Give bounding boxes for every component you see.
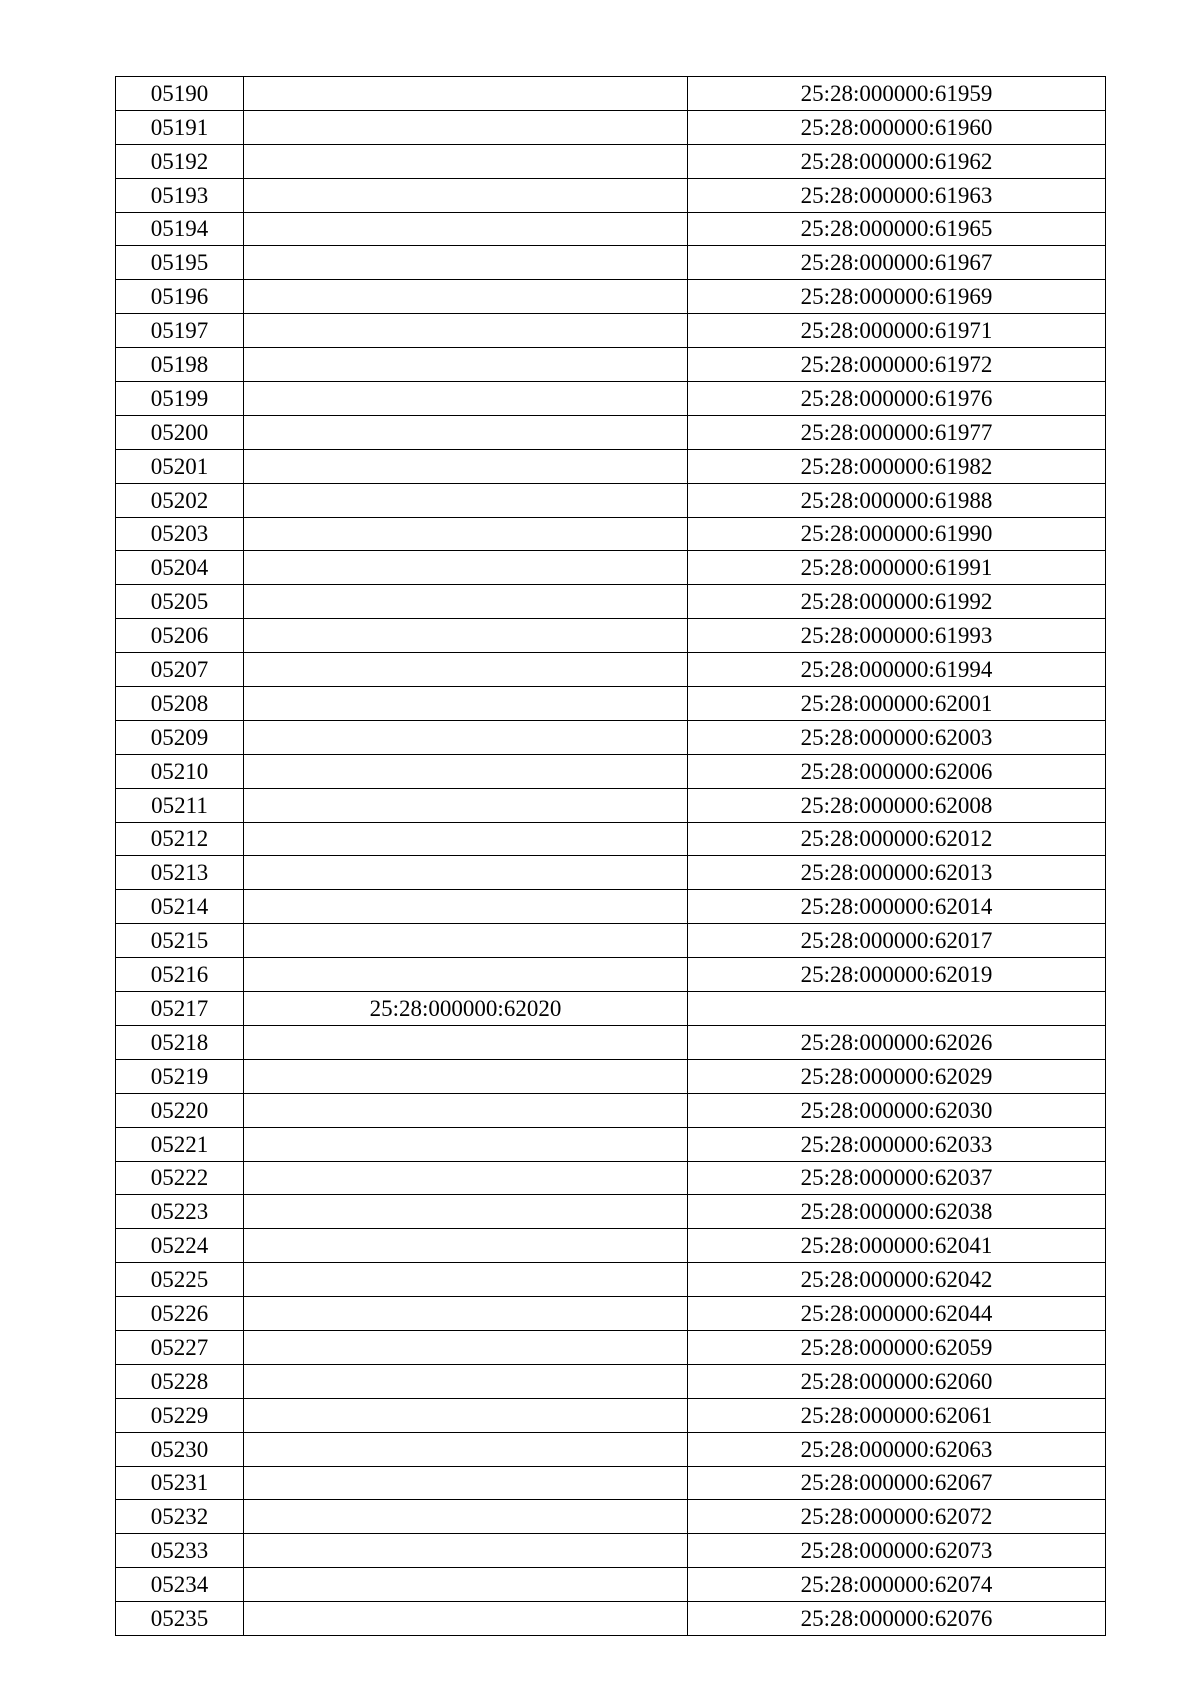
cadastral-number-cell: 25:28:000000:61982 <box>688 449 1106 483</box>
middle-cell <box>244 1229 688 1263</box>
cadastral-number-cell: 25:28:000000:62037 <box>688 1161 1106 1195</box>
row-number-cell: 05203 <box>116 517 244 551</box>
row-number-cell: 05224 <box>116 1229 244 1263</box>
table-row <box>116 992 1106 1026</box>
middle-cell <box>244 958 688 992</box>
table-row <box>116 1500 1106 1534</box>
cadastral-number-cell: 25:28:000000:61962 <box>688 144 1106 178</box>
cadastral-number-cell: 25:28:000000:61972 <box>688 348 1106 382</box>
row-number-cell: 05208 <box>116 687 244 721</box>
table-row <box>116 1093 1106 1127</box>
row-number-cell: 05222 <box>116 1161 244 1195</box>
row-number-cell: 05225 <box>116 1263 244 1297</box>
table-row <box>116 1127 1106 1161</box>
cadastral-number-cell: 25:28:000000:61994 <box>688 653 1106 687</box>
table-row <box>116 924 1106 958</box>
row-number-cell: 05211 <box>116 788 244 822</box>
row-number-cell: 05201 <box>116 449 244 483</box>
middle-cell <box>244 822 688 856</box>
row-number-cell: 05217 <box>116 992 244 1026</box>
middle-cell <box>244 212 688 246</box>
middle-cell <box>244 619 688 653</box>
cadastral-number-cell <box>688 992 1106 1026</box>
cadastral-number-cell: 25:28:000000:62074 <box>688 1568 1106 1602</box>
middle-cell <box>244 1330 688 1364</box>
cadastral-number-cell: 25:28:000000:62033 <box>688 1127 1106 1161</box>
row-number-cell: 05215 <box>116 924 244 958</box>
cadastral-number-cell: 25:28:000000:61988 <box>688 483 1106 517</box>
cadastral-number-cell: 25:28:000000:62012 <box>688 822 1106 856</box>
cadastral-number-cell: 25:28:000000:62017 <box>688 924 1106 958</box>
table-row <box>116 415 1106 449</box>
table-row <box>116 551 1106 585</box>
row-number-cell: 05195 <box>116 246 244 280</box>
cadastral-number-cell: 25:28:000000:62038 <box>688 1195 1106 1229</box>
row-number-cell: 05213 <box>116 856 244 890</box>
row-number-cell: 05193 <box>116 178 244 212</box>
table-row <box>116 720 1106 754</box>
row-number-cell: 05198 <box>116 348 244 382</box>
row-number-cell: 05194 <box>116 212 244 246</box>
table-row <box>116 822 1106 856</box>
cadastral-number-cell: 25:28:000000:61965 <box>688 212 1106 246</box>
middle-cell <box>244 856 688 890</box>
middle-cell <box>244 1093 688 1127</box>
table-row <box>116 958 1106 992</box>
table-row <box>116 246 1106 280</box>
cadastral-number-cell: 25:28:000000:62044 <box>688 1297 1106 1331</box>
table-row <box>116 1466 1106 1500</box>
middle-cell <box>244 1025 688 1059</box>
row-number-cell: 05214 <box>116 890 244 924</box>
row-number-cell: 05216 <box>116 958 244 992</box>
row-number-cell: 05235 <box>116 1602 244 1636</box>
table-row <box>116 1195 1106 1229</box>
table-row <box>116 1568 1106 1602</box>
row-number-cell: 05232 <box>116 1500 244 1534</box>
table-row <box>116 1330 1106 1364</box>
middle-cell <box>244 483 688 517</box>
table-row <box>116 1025 1106 1059</box>
table-row <box>116 280 1106 314</box>
table-body <box>116 77 1106 1636</box>
row-number-cell: 05192 <box>116 144 244 178</box>
cadastral-number-cell: 25:28:000000:61990 <box>688 517 1106 551</box>
table-row <box>116 653 1106 687</box>
table-row <box>116 483 1106 517</box>
table-row <box>116 788 1106 822</box>
row-number-cell: 05219 <box>116 1059 244 1093</box>
cadastral-number-cell: 25:28:000000:61971 <box>688 314 1106 348</box>
cadastral-number-cell: 25:28:000000:62030 <box>688 1093 1106 1127</box>
row-number-cell: 05226 <box>116 1297 244 1331</box>
table-row <box>116 1534 1106 1568</box>
middle-cell <box>244 1432 688 1466</box>
row-number-cell: 05199 <box>116 382 244 416</box>
table-row <box>116 687 1106 721</box>
cadastral-number-cell: 25:28:000000:61963 <box>688 178 1106 212</box>
row-number-cell: 05209 <box>116 720 244 754</box>
cadastral-number-cell: 25:28:000000:62003 <box>688 720 1106 754</box>
row-number-cell: 05228 <box>116 1364 244 1398</box>
middle-cell <box>244 720 688 754</box>
table-row <box>116 754 1106 788</box>
middle-cell <box>244 1602 688 1636</box>
row-number-cell: 05221 <box>116 1127 244 1161</box>
cadastral-number-cell: 25:28:000000:62029 <box>688 1059 1106 1093</box>
row-number-cell: 05230 <box>116 1432 244 1466</box>
cadastral-number-cell: 25:28:000000:61992 <box>688 585 1106 619</box>
middle-cell <box>244 1059 688 1093</box>
middle-cell <box>244 551 688 585</box>
middle-cell <box>244 246 688 280</box>
cadastral-number-cell: 25:28:000000:62042 <box>688 1263 1106 1297</box>
cadastral-number-cell: 25:28:000000:61977 <box>688 415 1106 449</box>
cadastral-number-cell: 25:28:000000:62061 <box>688 1398 1106 1432</box>
middle-cell <box>244 382 688 416</box>
table-row <box>116 1059 1106 1093</box>
row-number-cell: 05227 <box>116 1330 244 1364</box>
table-row <box>116 144 1106 178</box>
middle-cell <box>244 1195 688 1229</box>
row-number-cell: 05205 <box>116 585 244 619</box>
table-row <box>116 1297 1106 1331</box>
table-row <box>116 212 1106 246</box>
cadastral-number-cell: 25:28:000000:62006 <box>688 754 1106 788</box>
middle-cell <box>244 1297 688 1331</box>
row-number-cell: 05190 <box>116 77 244 111</box>
table-row <box>116 348 1106 382</box>
cadastral-number-cell: 25:28:000000:62063 <box>688 1432 1106 1466</box>
row-number-cell: 05200 <box>116 415 244 449</box>
cadastral-number-cell: 25:28:000000:62008 <box>688 788 1106 822</box>
middle-cell <box>244 144 688 178</box>
table-row <box>116 77 1106 111</box>
middle-cell <box>244 1466 688 1500</box>
cadastral-number-cell: 25:28:000000:61960 <box>688 110 1106 144</box>
middle-cell <box>244 585 688 619</box>
row-number-cell: 05191 <box>116 110 244 144</box>
table-row <box>116 1161 1106 1195</box>
cadastral-number-cell: 25:28:000000:62076 <box>688 1602 1106 1636</box>
table-row <box>116 1602 1106 1636</box>
middle-cell <box>244 890 688 924</box>
row-number-cell: 05207 <box>116 653 244 687</box>
table-row <box>116 1364 1106 1398</box>
cadastral-number-cell: 25:28:000000:62060 <box>688 1364 1106 1398</box>
table-row <box>116 619 1106 653</box>
cadastral-number-cell: 25:28:000000:62014 <box>688 890 1106 924</box>
middle-cell <box>244 1534 688 1568</box>
middle-cell <box>244 280 688 314</box>
middle-cell <box>244 1127 688 1161</box>
cadastral-number-cell: 25:28:000000:61967 <box>688 246 1106 280</box>
row-number-cell: 05231 <box>116 1466 244 1500</box>
middle-cell <box>244 415 688 449</box>
row-number-cell: 05218 <box>116 1025 244 1059</box>
row-number-cell: 05210 <box>116 754 244 788</box>
table-row <box>116 178 1106 212</box>
table-row <box>116 382 1106 416</box>
row-number-cell: 05229 <box>116 1398 244 1432</box>
cadastral-number-cell: 25:28:000000:61959 <box>688 77 1106 111</box>
middle-cell <box>244 653 688 687</box>
row-number-cell: 05197 <box>116 314 244 348</box>
table-row <box>116 314 1106 348</box>
cadastral-number-cell: 25:28:000000:62059 <box>688 1330 1106 1364</box>
cadastral-number-cell: 25:28:000000:61991 <box>688 551 1106 585</box>
cadastral-number-cell: 25:28:000000:61993 <box>688 619 1106 653</box>
table-row <box>116 110 1106 144</box>
table-row <box>116 449 1106 483</box>
row-number-cell: 05206 <box>116 619 244 653</box>
table-row <box>116 1263 1106 1297</box>
row-number-cell: 05223 <box>116 1195 244 1229</box>
cadastral-number-cell: 25:28:000000:62072 <box>688 1500 1106 1534</box>
cadastral-number-cell: 25:28:000000:61969 <box>688 280 1106 314</box>
cadastral-number-cell: 25:28:000000:62019 <box>688 958 1106 992</box>
middle-cell <box>244 788 688 822</box>
table-row <box>116 1432 1106 1466</box>
row-number-cell: 05234 <box>116 1568 244 1602</box>
middle-cell <box>244 754 688 788</box>
middle-cell <box>244 1398 688 1432</box>
middle-cell: 25:28:000000:62020 <box>244 992 688 1026</box>
row-number-cell: 05220 <box>116 1093 244 1127</box>
cadastral-number-cell: 25:28:000000:62001 <box>688 687 1106 721</box>
middle-cell <box>244 1161 688 1195</box>
table-row <box>116 890 1106 924</box>
table-row <box>116 585 1106 619</box>
middle-cell <box>244 1500 688 1534</box>
table-row <box>116 1229 1106 1263</box>
row-number-cell: 05212 <box>116 822 244 856</box>
middle-cell <box>244 314 688 348</box>
cadastral-number-cell: 25:28:000000:61976 <box>688 382 1106 416</box>
middle-cell <box>244 687 688 721</box>
table-row <box>116 856 1106 890</box>
middle-cell <box>244 178 688 212</box>
cadastral-number-cell: 25:28:000000:62073 <box>688 1534 1106 1568</box>
middle-cell <box>244 517 688 551</box>
row-number-cell: 05233 <box>116 1534 244 1568</box>
table-row <box>116 1398 1106 1432</box>
cadastral-number-cell: 25:28:000000:62041 <box>688 1229 1106 1263</box>
middle-cell <box>244 110 688 144</box>
cadastral-number-cell: 25:28:000000:62013 <box>688 856 1106 890</box>
middle-cell <box>244 1364 688 1398</box>
row-number-cell: 05202 <box>116 483 244 517</box>
cadastral-number-cell: 25:28:000000:62067 <box>688 1466 1106 1500</box>
middle-cell <box>244 77 688 111</box>
middle-cell <box>244 1263 688 1297</box>
row-number-cell: 05204 <box>116 551 244 585</box>
middle-cell <box>244 924 688 958</box>
table-row <box>116 517 1106 551</box>
cadastral-number-cell: 25:28:000000:62026 <box>688 1025 1106 1059</box>
row-number-cell: 05196 <box>116 280 244 314</box>
middle-cell <box>244 348 688 382</box>
middle-cell <box>244 449 688 483</box>
cadastral-number-table <box>115 76 1106 1636</box>
middle-cell <box>244 1568 688 1602</box>
